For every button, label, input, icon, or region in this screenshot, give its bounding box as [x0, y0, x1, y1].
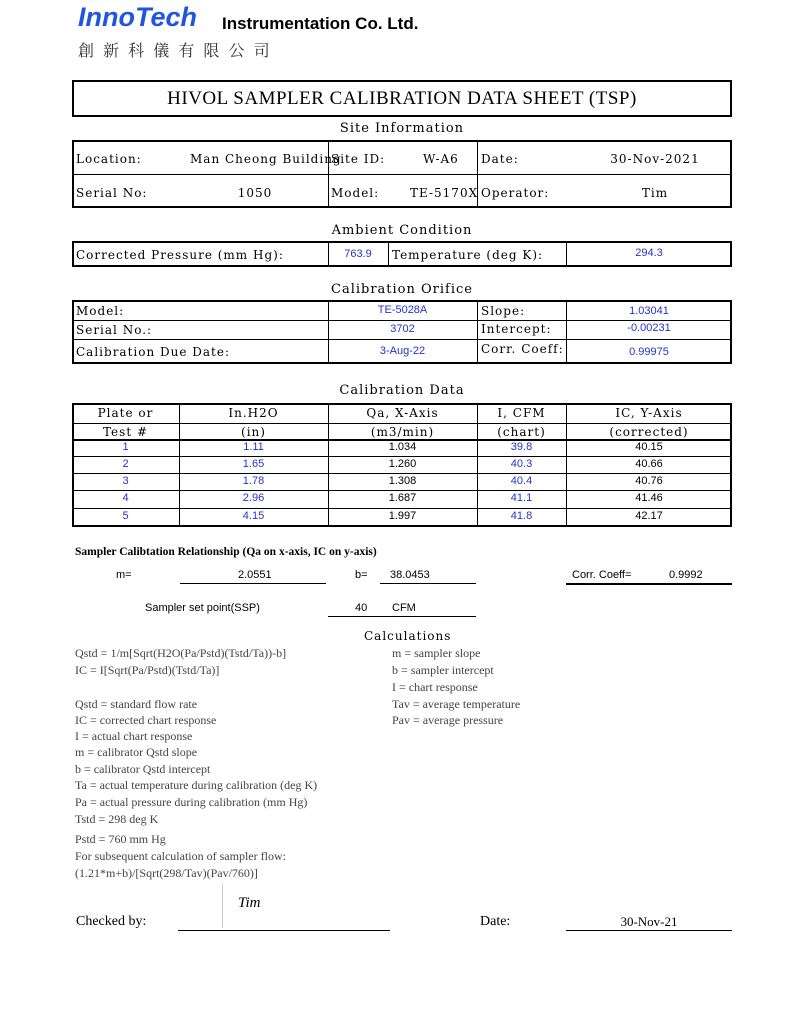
calibration-header-0-1: Test #	[102, 425, 149, 439]
calibration-header-3-0: I, CFM	[497, 406, 546, 420]
calibration-cell: 1.65	[242, 458, 265, 470]
corr-coeff-label: Corr. Coeff=	[572, 569, 632, 581]
calculation-line: IC = I[Sqrt(Pa/Pstd)(Tstd/Ta)]	[75, 663, 220, 677]
b-value: 38.0453	[390, 569, 430, 581]
calibration-cell: 1	[122, 441, 129, 453]
orifice-heading: Calibration Orifice	[331, 282, 473, 297]
calculations-heading: Calculations	[364, 629, 452, 643]
calculation-line: For subsequent calculation of sampler flow:	[75, 849, 286, 863]
calibration-cell: 40.15	[635, 441, 663, 453]
calibration-cell: 1.11	[243, 441, 264, 453]
calibration-heading: Calibration Data	[339, 383, 465, 398]
calibration-header-4-0: IC, Y-Axis	[615, 406, 683, 420]
calibration-cell: 39.8	[510, 441, 533, 453]
calibration-cell: 2	[122, 458, 129, 470]
site-model-label: Model:	[331, 186, 380, 200]
calibration-cell: 3	[122, 475, 129, 487]
calibration-cell: 1.687	[388, 492, 417, 504]
site-location-label: Location:	[76, 152, 142, 166]
orifice-due-label: Calibration Due Date:	[76, 345, 231, 359]
calculation-line: (1.21*m+b)/[Sqrt(298/Tav)(Pav/760)]	[75, 866, 258, 880]
ambient-pressure-label: Corrected Pressure (mm Hg):	[76, 248, 284, 262]
site-id-label: Site ID:	[331, 152, 386, 166]
calculation-line: Pstd = 760 mm Hg	[75, 832, 166, 846]
calibration-header-1-0: In.H2O	[228, 406, 279, 420]
calibration-cell: 41.8	[510, 510, 533, 522]
site-location: Man Cheong Building	[190, 152, 342, 166]
calibration-cell: 40.66	[635, 458, 663, 470]
calibration-cell: 5	[122, 510, 129, 522]
calibration-cell: 40.3	[510, 458, 533, 470]
m-label: m=	[116, 569, 132, 581]
orifice-due: 3-Aug-22	[379, 345, 426, 357]
calculation-legend-line: b = sampler intercept	[392, 663, 494, 677]
calculation-line: b = calibrator Qstd intercept	[75, 762, 211, 776]
calibration-header-3-1: (chart)	[497, 425, 546, 439]
calibration-cell: 1.260	[388, 458, 417, 470]
calculation-line: m = calibrator Qstd slope	[75, 745, 198, 759]
orifice-serial: 3702	[390, 323, 415, 335]
footer-date-label: Date:	[480, 914, 511, 929]
calculation-line: Qstd = 1/m[Sqrt(H2O(Pa/Pstd)(Tstd/Ta))-b]	[75, 646, 287, 660]
orifice-slope: 1.03041	[629, 305, 669, 317]
ssp-label: Sampler set point(SSP)	[145, 602, 260, 614]
calculation-line: Ta = actual temperature during calibration (deg K)	[75, 778, 318, 792]
site-operator: Tim	[641, 186, 669, 200]
ambient-temp: 294.3	[635, 247, 663, 259]
m-value: 2.0551	[238, 569, 272, 581]
calibration-cell: 41.46	[635, 492, 663, 504]
calibration-header-4-1: (corrected)	[609, 425, 689, 439]
orifice-intercept: -0.00231	[627, 322, 671, 334]
calibration-cell: 1.78	[242, 475, 265, 487]
ssp-unit: CFM	[392, 602, 416, 614]
site-heading: Site Information	[339, 121, 465, 136]
calibration-cell: 42.17	[635, 510, 663, 522]
orifice-model-label: Model:	[76, 304, 125, 318]
site-date-label: Date:	[481, 152, 519, 166]
calibration-cell: 2.96	[242, 492, 265, 504]
calibration-cell: 4.15	[242, 510, 265, 522]
ssp-value: 40	[355, 602, 368, 614]
orifice-intercept-label: Intercept:	[481, 322, 552, 336]
calculation-legend-line: Tav = average temperature	[392, 697, 521, 711]
calibration-header-2-0: Qa, X-Axis	[366, 406, 439, 420]
site-id: W-A6	[423, 152, 459, 166]
calculation-line: I = actual chart response	[75, 729, 193, 743]
company-name-chinese: 創 新 科 儀 有 限 公 司	[78, 41, 272, 60]
calibration-cell: 40.4	[510, 475, 533, 487]
brand-logo: InnoTech	[78, 2, 197, 32]
orifice-model: TE-5028A	[377, 304, 428, 316]
calibration-cell: 41.1	[510, 492, 533, 504]
calculation-line: Tstd = 298 deg K	[75, 812, 159, 826]
site-model: TE-5170X	[410, 186, 479, 200]
b-label: b=	[355, 569, 368, 581]
orifice-serial-label: Serial No.:	[76, 323, 153, 337]
calibration-cell: 40.76	[635, 475, 663, 487]
calculation-line: IC = corrected chart response	[75, 713, 217, 727]
footer-date: 30-Nov-21	[620, 914, 678, 929]
orifice-slope-label: Slope:	[481, 304, 526, 318]
site-serial-label: Serial No:	[76, 186, 148, 200]
page-title: HIVOL SAMPLER CALIBRATION DATA SHEET (TSP)	[167, 88, 637, 109]
calculation-legend-line: I = chart response	[392, 680, 478, 694]
calculation-legend-line: m = sampler slope	[392, 646, 481, 660]
calibration-cell: 1.308	[388, 475, 417, 487]
company-name: Instrumentation Co. Ltd.	[222, 14, 419, 33]
calibration-cell: 1.034	[388, 441, 417, 453]
calculation-legend-line: Pav = average pressure	[392, 713, 504, 727]
orifice-corr-label: Corr. Coeff:	[481, 342, 564, 356]
ambient-heading: Ambient Condition	[331, 223, 473, 238]
relationship-title: Sampler Calibtation Relationship (Qa on x-axis, IC on y-axis)	[75, 546, 377, 558]
orifice-corr: 0.99975	[629, 346, 669, 358]
calibration-cell: 4	[122, 492, 129, 504]
ambient-pressure: 763.9	[344, 248, 372, 260]
calibration-header-2-1: (m3/min)	[370, 425, 435, 439]
calibration-header-0-0: Plate or	[97, 406, 154, 420]
site-serial: 1050	[237, 186, 273, 200]
calibration-cell: 1.997	[388, 510, 417, 522]
calculation-line: Qstd = standard flow rate	[75, 697, 198, 711]
ambient-temp-label: Temperature (deg K):	[392, 248, 544, 262]
calculation-line: Pa = actual pressure during calibration (mm Hg)	[75, 795, 308, 809]
checked-by-label: Checked by:	[76, 914, 147, 929]
signature: Tim	[238, 895, 261, 911]
site-operator-label: Operator:	[481, 186, 550, 200]
site-date: 30-Nov-2021	[610, 152, 700, 166]
calibration-header-1-1: (in)	[241, 425, 266, 439]
corr-coeff-value: 0.9992	[669, 569, 703, 581]
